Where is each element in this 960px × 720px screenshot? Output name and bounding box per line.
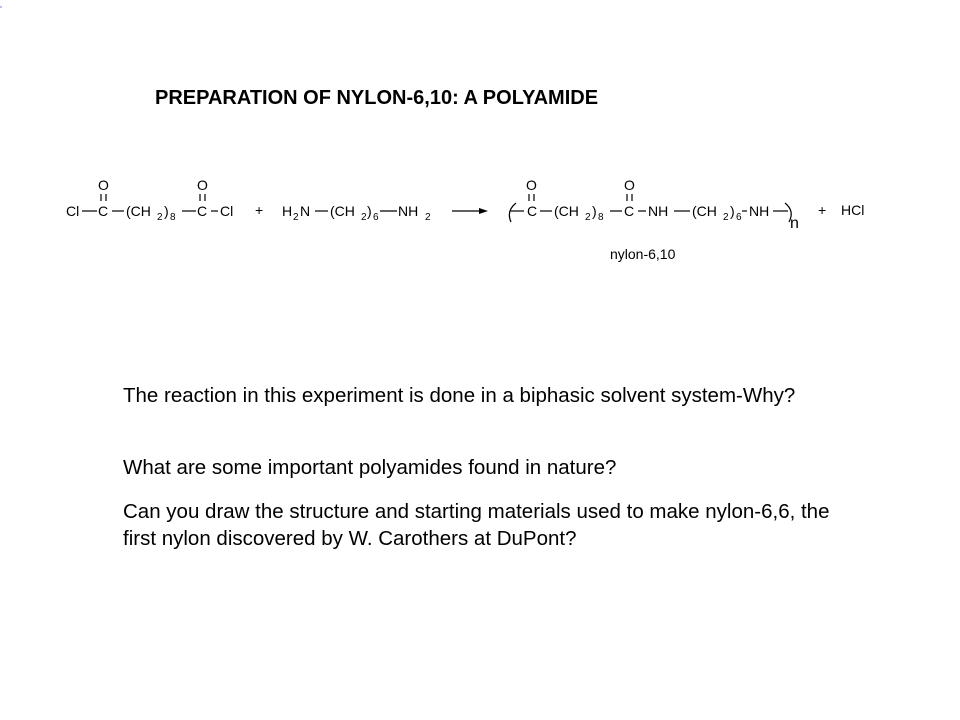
subscript-2: 2 <box>425 212 431 223</box>
repeat-subscript-n: n <box>790 215 799 232</box>
chain-close: ) <box>730 203 735 219</box>
repeat-bracket-left <box>509 203 516 222</box>
question-nylon-66: Can you draw the structure and starting materials used to make nylon-6,6, the first nylon discovered by W. Carothers at DuPont? <box>123 500 830 550</box>
carbonyl-carbon: C <box>624 203 635 219</box>
plus-sign: + <box>255 202 264 218</box>
amide-nh: NH <box>648 203 669 219</box>
carbonyl-oxygen: O <box>197 177 208 193</box>
subscript-6: 6 <box>373 212 379 223</box>
chain-open: (CH <box>330 203 355 219</box>
carbonyl-carbon: C <box>197 203 208 219</box>
carbonyl-carbon: C <box>527 203 538 219</box>
carbonyl-oxygen: O <box>98 177 109 193</box>
reaction-scheme <box>0 165 960 275</box>
chlorine-left: Cl <box>66 203 80 219</box>
chain-open: (CH <box>692 203 717 219</box>
subscript-2: 2 <box>157 212 163 223</box>
amine-nh: NH <box>398 203 419 219</box>
slide-title: PREPARATION OF NYLON-6,10: A POLYAMIDE <box>155 87 599 109</box>
product-name: nylon-6,10 <box>610 246 676 262</box>
amine-h: H <box>282 203 293 219</box>
chain-close: ) <box>164 203 169 219</box>
amine-n: N <box>300 203 311 219</box>
subscript-2: 2 <box>723 212 729 223</box>
chain-open: (CH <box>554 203 579 219</box>
corner-mark <box>0 6 2 8</box>
amide-nh: NH <box>749 203 770 219</box>
chain-close: ) <box>367 203 372 219</box>
subscript-2: 2 <box>585 212 591 223</box>
chlorine-right: Cl <box>220 203 234 219</box>
subscript-2: 2 <box>293 212 299 223</box>
chain-open: (CH <box>126 203 151 219</box>
chain-close: ) <box>592 203 597 219</box>
subscript-8: 8 <box>598 212 604 223</box>
question-biphasic: The reaction in this experiment is done in a biphasic solvent system-Why? <box>123 384 796 407</box>
plus-sign: + <box>818 202 827 218</box>
carbonyl-carbon: C <box>98 203 109 219</box>
subscript-2: 2 <box>361 212 367 223</box>
subscript-6: 6 <box>736 212 742 223</box>
arrow-head <box>479 208 488 214</box>
carbonyl-oxygen: O <box>624 177 635 193</box>
question-natural-polyamides: What are some important polyamides found in nature? <box>123 456 617 479</box>
byproduct-hcl: HCl <box>841 202 865 218</box>
carbonyl-oxygen: O <box>526 177 537 193</box>
subscript-8: 8 <box>170 212 176 223</box>
